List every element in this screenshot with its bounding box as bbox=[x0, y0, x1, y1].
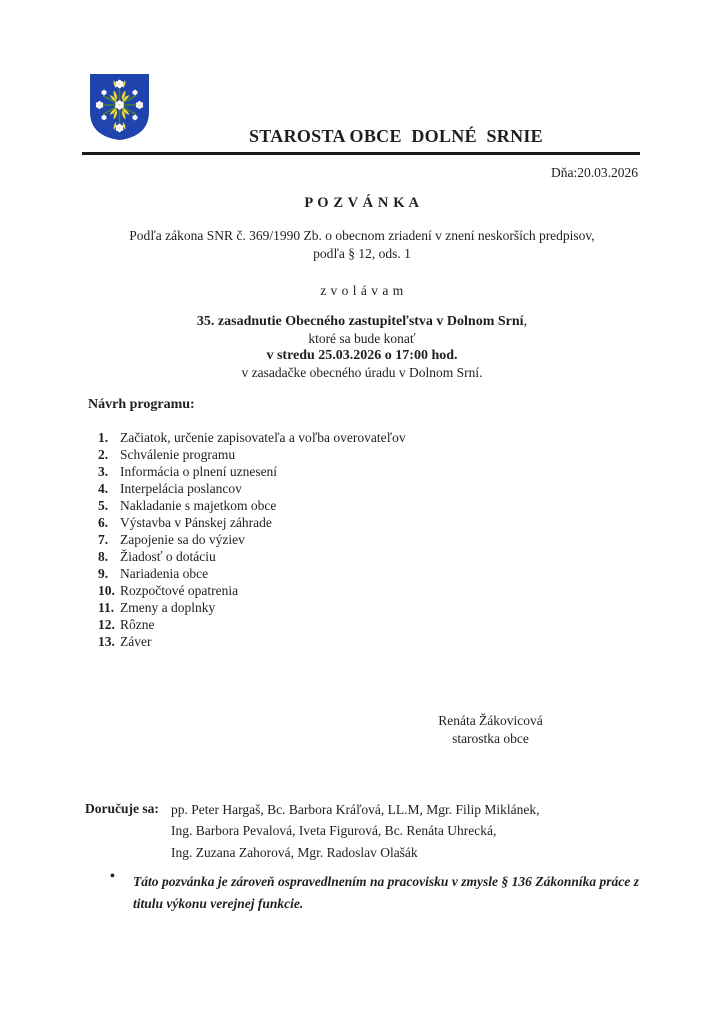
program-item-text: Nakladanie s majetkom obce bbox=[120, 498, 277, 513]
meeting-title-line bbox=[60, 314, 664, 330]
meeting-place: v zasadačke obecného úradu v Dolnom Srní. bbox=[241, 365, 483, 380]
program-item-number: 12. bbox=[98, 617, 115, 632]
program-item-number: 7. bbox=[98, 532, 109, 547]
signatory-name: Renáta Žákovicová bbox=[438, 713, 543, 728]
distribution-line: Ing. Barbora Pevalová, Iveta Figurová, Bc. Renáta Uhrecká, bbox=[171, 823, 497, 839]
signatory-role: starostka obce bbox=[452, 731, 529, 746]
program-item bbox=[98, 599, 406, 616]
program-item-text: Zapojenie sa do výziev bbox=[120, 532, 245, 547]
program-item-number: 4. bbox=[98, 481, 109, 496]
program-item bbox=[98, 514, 406, 531]
program-item-number: 6. bbox=[98, 515, 109, 530]
program-item bbox=[98, 565, 406, 582]
program-item-text: Výstavba v Pánskej záhrade bbox=[120, 515, 272, 530]
legal-basis-line2: podľa § 12, ods. 1 bbox=[313, 246, 411, 261]
meeting-title: 35. zasadnutie Obecného zastupiteľstva v Dolnom Srní bbox=[196, 314, 524, 329]
program-item bbox=[98, 633, 406, 650]
office-title: STAROSTA OBCE DOLNÉ SRNIE bbox=[248, 126, 543, 146]
program-item bbox=[98, 548, 406, 565]
program-list bbox=[98, 429, 406, 650]
program-item-number: 11. bbox=[98, 600, 115, 615]
program-item-number: 13. bbox=[98, 634, 115, 649]
program-item-text: Rôzne bbox=[120, 617, 155, 632]
distribution-line: Ing. Zuzana Zahorová, Mgr. Radoslav Olašák bbox=[171, 844, 418, 860]
program-item-text: Zmeny a doplnky bbox=[120, 600, 216, 615]
program-item bbox=[98, 446, 406, 463]
program-item-number: 5. bbox=[98, 498, 109, 513]
program-item-text: Začiatok, určenie zapisovateľa a voľba overovateľov bbox=[120, 430, 406, 445]
document-date: Dňa:20.03.2026 bbox=[551, 165, 638, 180]
distribution-label: Doručuje sa: bbox=[85, 801, 159, 816]
municipal-coat-of-arms-icon bbox=[88, 72, 151, 142]
program-item-number: 9. bbox=[98, 566, 109, 581]
program-item-number: 10. bbox=[98, 583, 115, 598]
meeting-when-intro: ktoré sa bude konať bbox=[308, 331, 416, 346]
distribution-line: pp. Peter Hargaš, Bc. Barbora Kráľová, LL.M, Mgr. Filip Miklánek, bbox=[171, 802, 540, 817]
program-item-number: 2. bbox=[98, 447, 109, 462]
program-item-number: 3. bbox=[98, 464, 109, 479]
program-item-text: Schválenie programu bbox=[120, 447, 236, 462]
program-item bbox=[98, 582, 406, 599]
program-item bbox=[98, 616, 406, 633]
distribution-recipients bbox=[171, 799, 540, 863]
convene-word: z v o l á v a m bbox=[320, 283, 404, 298]
program-item-text: Interpelácia poslancov bbox=[120, 481, 242, 496]
program-item-text: Rozpočtové opatrenia bbox=[120, 583, 239, 598]
header-divider bbox=[82, 152, 640, 155]
program-item-text: Nariadenia obce bbox=[120, 566, 209, 581]
meeting-title-suffix: , bbox=[523, 314, 528, 329]
signature-block bbox=[398, 712, 583, 748]
legal-basis-line1: Podľa zákona SNR č. 369/1990 Zb. o obecnom zriadení v znení neskorších predpisov, bbox=[129, 228, 595, 243]
program-label: Návrh programu: bbox=[88, 397, 195, 412]
excuse-note: Táto pozvánka je zároveň ospravedlnením na pracovisku v zmysle § 136 Zákonníka práce z titulu výkonu verejnej funkcie. bbox=[133, 874, 639, 912]
program-item-text: Žiadosť o dotáciu bbox=[120, 549, 216, 564]
program-item-number: 1. bbox=[98, 430, 109, 445]
program-item bbox=[98, 463, 406, 480]
program-item bbox=[98, 531, 406, 548]
note-bullet: • bbox=[110, 869, 115, 884]
program-item bbox=[98, 429, 406, 446]
program-item bbox=[98, 497, 406, 514]
program-item-text: Informácia o plnení uznesení bbox=[120, 464, 278, 479]
program-item-number: 8. bbox=[98, 549, 109, 564]
program-item-text: Záver bbox=[120, 634, 152, 649]
invitation-heading: P O Z V Á N K A bbox=[304, 195, 420, 211]
meeting-datetime: v stredu 25.03.2026 o 17:00 hod. bbox=[266, 348, 458, 363]
program-item bbox=[98, 480, 406, 497]
